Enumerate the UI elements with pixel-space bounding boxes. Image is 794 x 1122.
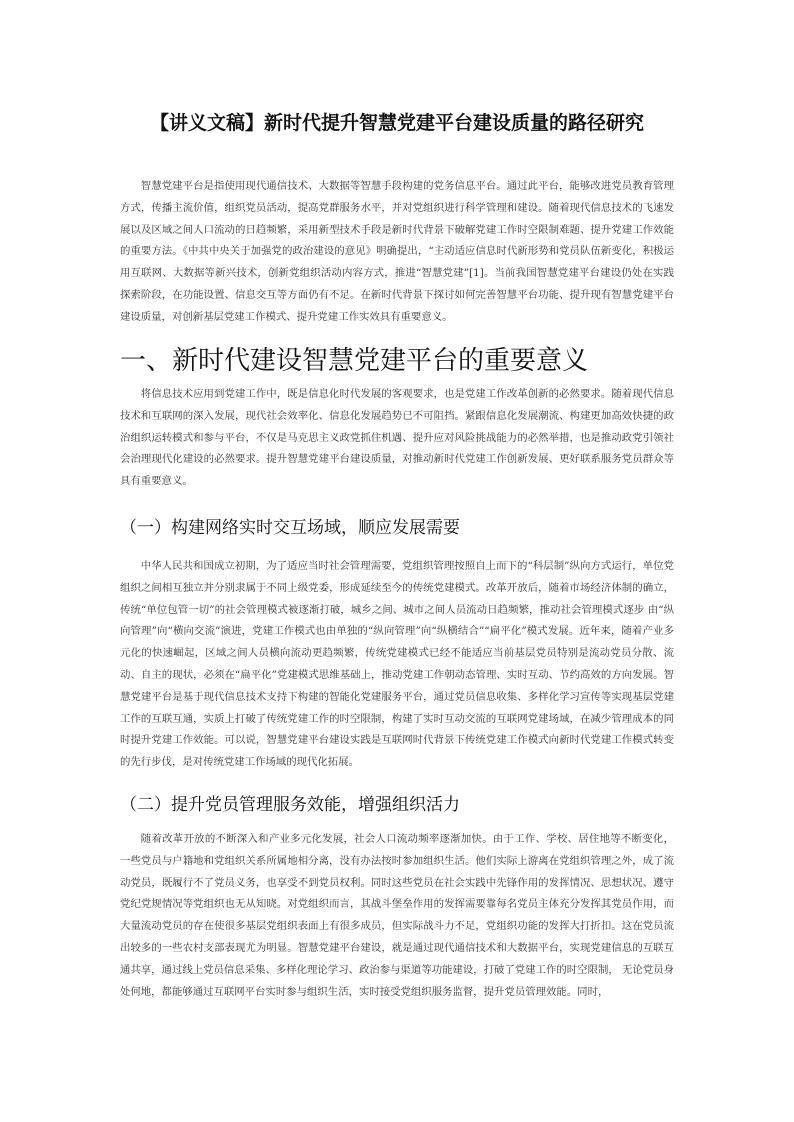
subsection-heading: （一）构建网络实时交互场域，顺应发展需要 [120,518,460,538]
subsection-paragraph: 随着改革开放的不断深入和产业多元化发展，社会人口流动频率逐渐加快。由于工作、学校、居住地等不断变化， 一些党员与户籍地和党组织关系所属地相分离，没有办法按时参加组织生活。他们实际上游离在党组织管理之外，成了流动党员，既履行不了党员义务，也享受不到党员权利。同时这些党员在社会实践中先锋作用的发挥情况、思想状况、遵守党纪党规情况等党组织也无从知晓。对党组织而言，其战斗堡垒作用的发挥需要靠每名党员主体充分发挥其党员作用，而大量流动党员的存在使很多基层党组织表面上有很多成员，但实际战斗力不足，党组织功能的发挥大打折扣。这在党员流出较多的一些农村支部表现尤为明显。智慧党建平台建设，就是通过现代通信技术和大数据平台，实现党建信息的互联互通共享，通过线上党员信息采集、多样化理论学习、政治参与渠道等功能建设，打破了党建工作的时空限制， 无论党员身处何地，都能够通过互联网平台实时参与组织生活，实时接受党组织服务监督，提升党员管理效能。同时， [120,833,675,998]
document-title: 【讲义文稿】新时代提升智慧党建平台建设质量的路径研究 [149,112,644,134]
intro-paragraph: 智慧党建平台是指使用现代通信技术、大数据等智慧手段构建的党务信息平台。通过此平台，能够改进党员教育管理方式，传播主流价值，组织党员活动，提高党群服务水平，并对党组织进行科学管理和建设。随着现代信息技术的飞速发展以及区域之间人口流动的日趋频繁，采用新型技术手段是新时代背景下破解党建工作时空限制难题、提升党建工作效能的重要方法。《中共中央关于加强党的政治建设的意见》明确提出，“主动适应信息时代新形势和党员队伍新变化，积极运用互联网、大数据等新兴技术，创新党组织活动内容方式，推进“智慧党建”[1]。当前我国智慧党建平台建设仍处在实践探索阶段，在功能设置、信息交互等方面仍有不足。在新时代背景下探讨如何完善智慧平台功能、提升现有智慧党建平台建设质量，对创新基层党建工作模式、提升党建工作实效具有重要意义。 [120,180,674,323]
section-heading: 一、新时代建设智慧党建平台的重要意义 [120,346,589,376]
subsection-paragraph: 中华人民共和国成立初期，为了适应当时社会管理需要，党组织管理按照自上而下的“科层制”纵向方式运行，单位党组织之间相互独立并分别隶属于不同上级党委，形成延续至今的传统党建模式。改革开放后，随着市场经济体制的确立，传统“单位包管一切”的社会管理模式被逐渐打破，城乡之间、城市之间人员流动日趋频繁，推动社会管理模式逐步 由“纵向管理”向“横向交流”演进，党建工作模式也由单独的“纵向管理”向“纵横结合”“扁平化”模式发展。近年来，随着产业多元化的快速崛起，区域之间人员横向流动更趋频繁，传统党建模式已经不能适应当前基层党员特别是流动党员分散、流动、自主的现状，必须在“扁平化”党建模式思维基础上，推动党建工作朝动态管理、实时互动、节约高效的方向发展。智慧党建平台是基于现代信息技术支持下构建的智能化党建服务平台，通过党员信息收集、多样化学习宣传等实现基层党建工作的互联互通，实质上打破了传统党建工作的时空限制，构建了实时互动交流的互联网党建场域，在减少管理成本的同时提升党建工作效能。可以说，智慧党建平台建设实践是互联网时代背景下传统党建工作模式向新时代党建工作模式转变的先行步伐，是对传统党建工作场域的现代化拓展。 [120,560,674,769]
section-paragraph: 将信息技术应用到党建工作中，既是信息化时代发展的客观要求，也是党建工作改革创新的必然要求。随着现代信息技术和互联网的深入发展，现代社会效率化、信息化发展趋势已不可阻挡。紧跟信息化发展潮流、构建更加高效快捷的政治组织运转模式和参与平台，不仅是马克思主义政党抓住机遇、提升应对风险挑战能力的必然举措，也是推动政党引领社会治理现代化建设的必然要求。提升智慧党建平台建设质量，对推动新时代党建工作创新发展、更好联系服务党员群众等具有重要意义。 [120,388,674,488]
subsection-heading: （二）提升党员管理服务效能，增强组织活力 [120,795,460,815]
